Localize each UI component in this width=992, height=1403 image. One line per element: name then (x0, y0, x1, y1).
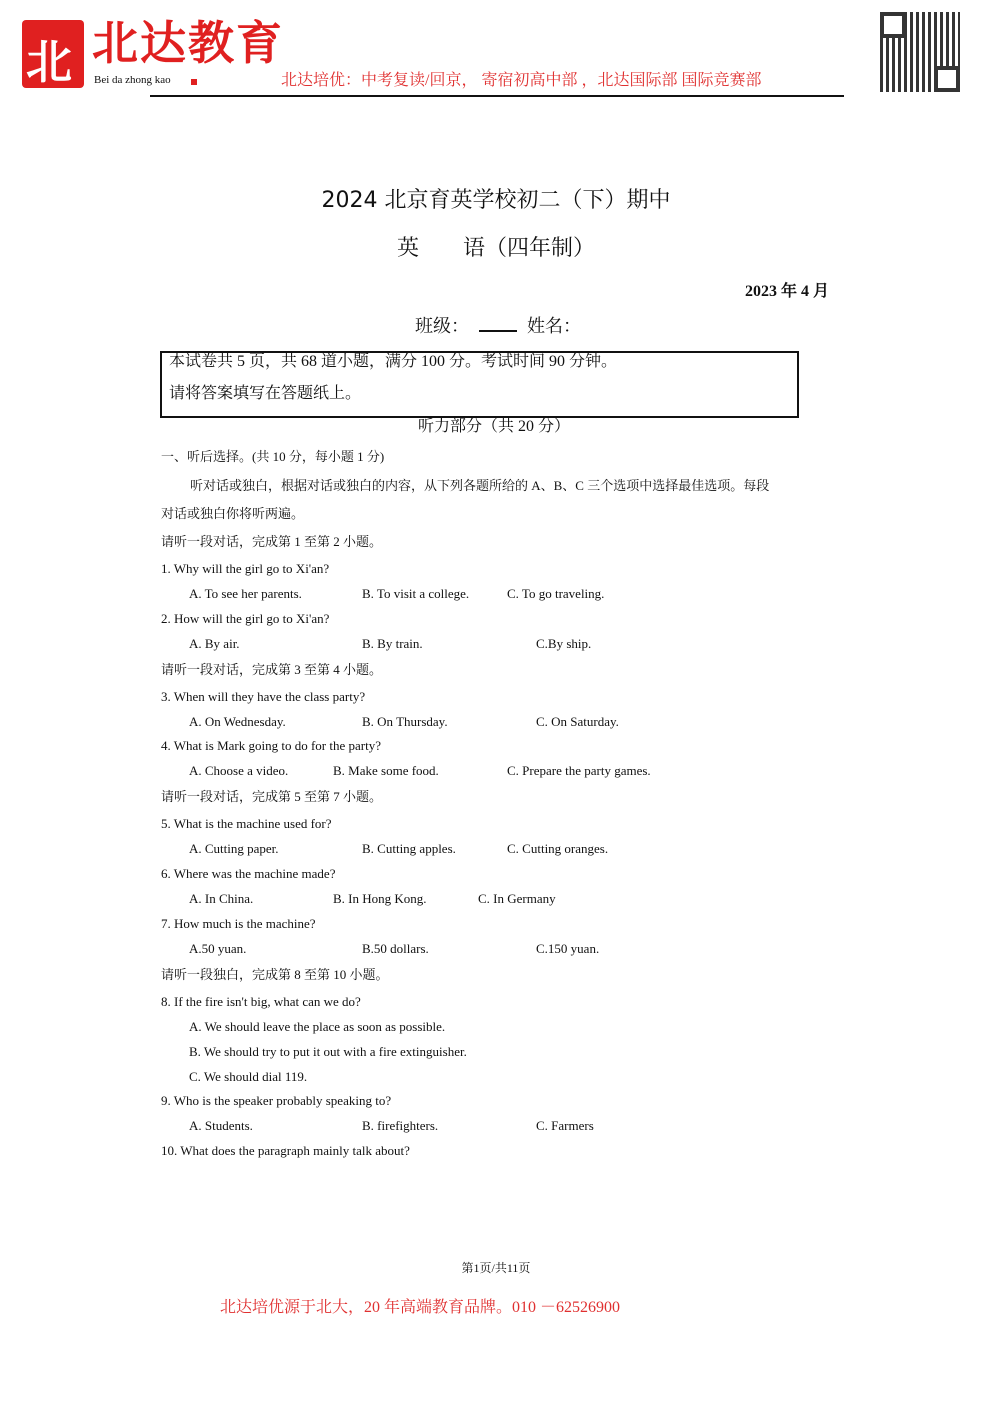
instruction-line: 听对话或独白，根据对话或独白的内容，从下列各题所给的 A、B、C 三个选项中选择最佳选项。每段 (190, 478, 770, 493)
question: 7. How much is the machine? (161, 916, 316, 931)
option: B.50 dollars. (362, 941, 429, 956)
option: A. On Wednesday. (189, 714, 286, 729)
option: C. To go traveling. (507, 586, 605, 601)
option: B. firefighters. (362, 1118, 439, 1133)
question: 9. Who is the speaker probably speaking to? (161, 1093, 392, 1108)
option: C. In Germany (478, 891, 556, 906)
notice-line: 本试卷共 5 页，共 68 道小题，满分 100 分。考试时间 90 分钟。 (169, 353, 618, 370)
option: B. On Thursday. (362, 714, 448, 729)
exam-date: 2023 年 4 月 (745, 283, 830, 300)
option: A. To see her parents. (189, 586, 302, 601)
option: A. In China. (189, 891, 254, 906)
sub-instruction: 请听一段对话，完成第 1 至第 2 小题。 (161, 534, 383, 549)
page-title: 2024 北京育英学校初二（下）期中 (321, 188, 671, 213)
instruction-line: 对话或独白你将听两遍。 (161, 506, 305, 521)
sub-instruction: 请听一段对话，完成第 5 至第 7 小题。 (161, 789, 383, 804)
question: 4. What is Mark going to do for the party? (161, 738, 381, 753)
student-info (415, 317, 581, 335)
option: B. Cutting apples. (362, 841, 456, 856)
logo-square-icon (191, 79, 197, 85)
option: A. By air. (189, 636, 240, 651)
option: C. We should dial 119. (189, 1069, 308, 1084)
page-number: 第1页/共11页 (461, 1261, 531, 1275)
class-label: 班级： (415, 316, 469, 336)
option: C.150 yuan. (536, 941, 600, 956)
name-label: 姓名： (527, 316, 581, 336)
question: 3. When will they have the class party? (161, 689, 366, 704)
question: 5. What is the machine used for? (161, 816, 332, 831)
question: 6. Where was the machine made? (161, 866, 336, 881)
option: A. Students. (189, 1118, 253, 1133)
notice-line: 请将答案填写在答题纸上。 (169, 385, 362, 402)
sub-instruction: 请听一段对话，完成第 3 至第 4 小题。 (161, 662, 383, 677)
option: C. Prepare the party games. (507, 763, 651, 778)
class-field[interactable] (479, 318, 517, 332)
option: C.By ship. (536, 636, 592, 651)
option: A. Choose a video. (189, 763, 289, 778)
subject-title: 英 语（四年制） (396, 236, 595, 261)
option: A. We should leave the place as soon as possible. (189, 1019, 446, 1034)
header-slogan: 北达培优：中考复读/回京， 寄宿初高中部 ，北达国际部 国际竞赛部 (281, 72, 762, 89)
qr-code-icon (880, 12, 960, 92)
option: B. To visit a college. (362, 586, 470, 601)
question: 8. If the fire isn't big, what can we do? (161, 994, 361, 1009)
logo-subtitle: Bei da zhong kao (94, 74, 171, 86)
question: 2. How will the girl go to Xi'an? (161, 611, 330, 626)
listening-header: 听力部分（共 20 分） (418, 418, 571, 435)
header-divider (150, 95, 844, 97)
option: B. Make some food. (333, 763, 439, 778)
logo-char: 北 (26, 35, 72, 89)
logo (22, 20, 84, 88)
section-heading: 一、听后选择。(共 10 分，每小题 1 分) (161, 449, 385, 464)
option: C. Farmers (536, 1118, 594, 1133)
question: 10. What does the paragraph mainly talk about? (161, 1143, 410, 1158)
logo-text: 北达教育 (92, 16, 284, 70)
option: C. On Saturday. (536, 714, 619, 729)
option: B. We should try to put it out with a fire extinguisher. (189, 1044, 467, 1059)
question: 1. Why will the girl go to Xi'an? (161, 561, 330, 576)
option: A.50 yuan. (189, 941, 247, 956)
option: A. Cutting paper. (189, 841, 279, 856)
option: B. In Hong Kong. (333, 891, 427, 906)
footer-slogan: 北达培优源于北大，20 年高端教育品牌。010 －62526900 (220, 1299, 621, 1316)
option: C. Cutting oranges. (507, 841, 609, 856)
option: B. By train. (362, 636, 423, 651)
sub-instruction: 请听一段独白，完成第 8 至第 10 小题。 (161, 967, 389, 982)
